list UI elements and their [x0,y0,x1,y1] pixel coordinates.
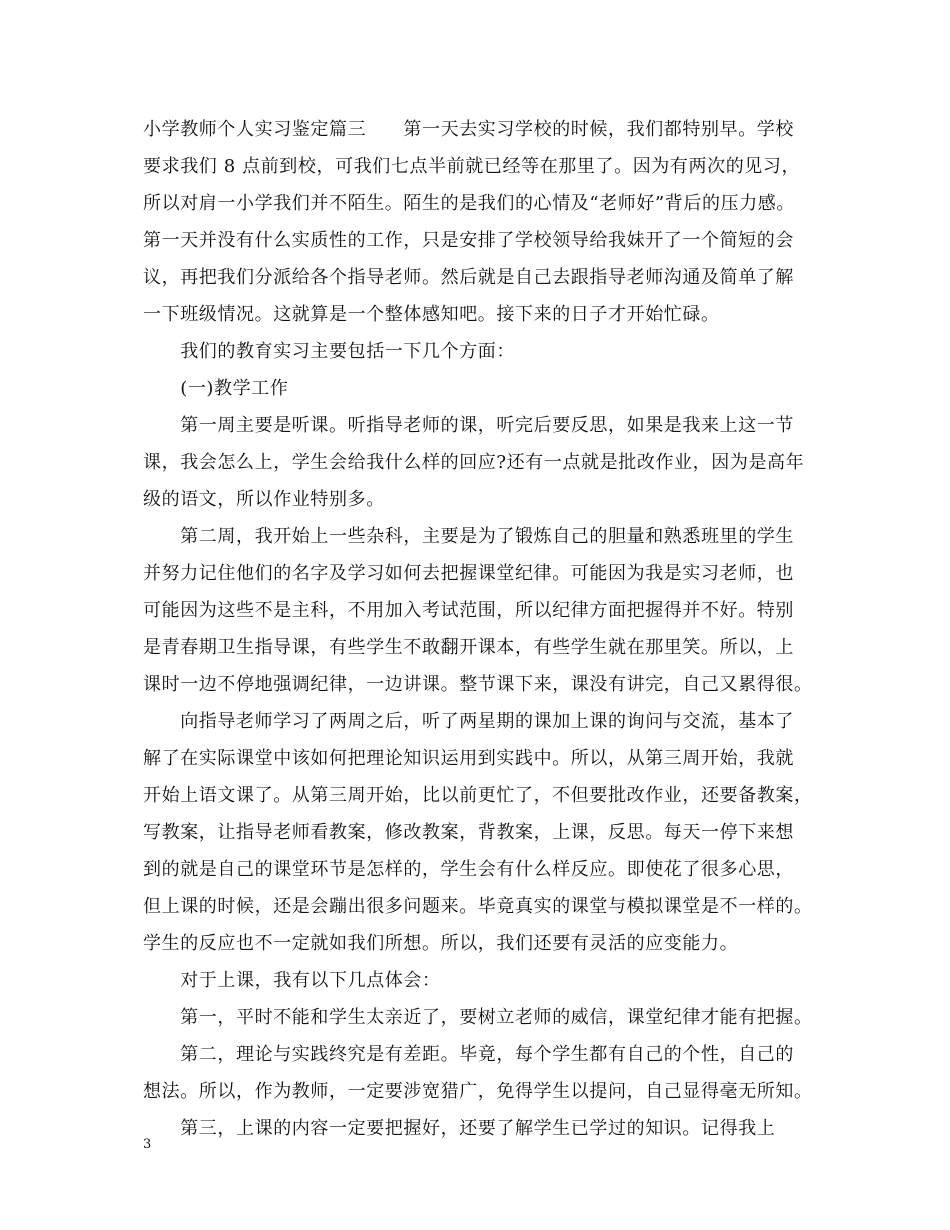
text-line: 第一周主要是听课。听指导老师的课，听完后要反思，如果是我来上这一节 [143,415,794,436]
text-line: 议，再把我们分派给各个指导老师。然后就是自己去跟指导老师沟通及简单了解 [143,267,794,288]
text-line: 到的就是自己的课堂环节是怎样的，学生会有什么样反应。即使花了很多心思， [143,859,794,880]
text-line: 一下班级情况。这就算是一个整体感知吧。接下来的日子才开始忙碌。 [143,304,720,325]
text-line: 要求我们 8 点前到校，可我们七点半前就已经等在那里了。因为有两次的见习， [143,156,801,177]
text-line: 解了在实际课堂中该如何把理论知识运用到实践中。所以，从第三周开始，我就 [143,748,794,769]
text-line: 课，我会怎么上，学生会给我什么样的回应?还有一点就是批改作业，因为是高年 [143,452,805,473]
text-line: 第三，上课的内容一定要把握好，还要了解学生已学过的知识。记得我上 [143,1118,776,1139]
text-line: 开始上语文课了。从第三周开始，比以前更忙了，不但要批改作业，还要备教案， [143,785,813,806]
text-line: 向指导老师学习了两周之后，听了两星期的课加上课的询问与交流，基本了 [143,711,794,732]
text-line: 所以对肩一小学我们并不陌生。陌生的是我们的心情及“老师好”背后的压力感。 [143,193,796,214]
text-line: (一)教学工作 [143,378,289,399]
text-line: 第二，理论与实践终究是有差距。毕竟，每个学生都有自己的个性，自己的 [143,1044,794,1065]
text-line: 课时一边不停地强调纪律，一边讲课。整节课下来，课没有讲完，自己又累得很。 [143,674,813,695]
text-line: 可能因为这些不是主科，不用加入考试范围，所以纪律方面把握得并不好。特别 [143,600,794,621]
text-line: 学生的反应也不一定就如我们所想。所以，我们还要有灵活的应变能力。 [143,933,739,954]
text-line: 第一，平时不能和学生太亲近了，要树立老师的威信，课堂纪律才能有把握。 [143,1007,813,1028]
text-line: 小学教师个人实习鉴定篇三 第一天去实习学校的时候，我们都特别早。学校 [143,119,794,140]
text-line: 级的语文，所以作业特别多。 [143,489,385,510]
text-line: 想法。所以，作为教师，一定要涉宽猎广，免得学生以提问，自己显得毫无所知。 [143,1081,813,1102]
text-line: 是青春期卫生指导课，有些学生不敢翻开课本，有些学生就在那里笑。所以，上 [143,637,794,658]
text-line: 第一天并没有什么实质性的工作，只是安排了学校领导给我妹开了一个简短的会 [143,230,794,251]
text-line: 第二周，我开始上一些杂科，主要是为了锻炼自己的胆量和熟悉班里的学生 [143,526,794,547]
page-number: 3 [143,1137,152,1152]
text-line: 并努力记住他们的名字及学习如何去把握课堂纪律。可能因为我是实习老师，也 [143,563,794,584]
text-line: 对于上课，我有以下几点体会： [143,970,441,991]
text-line: 我们的教育实习主要包括一下几个方面： [143,341,515,362]
text-line: 但上课的时候，还是会蹦出很多问题来。毕竟真实的课堂与模拟课堂是不一样的。 [143,896,813,917]
text-line: 写教案，让指导老师看教案，修改教案，背教案，上课，反思。每天一停下来想 [143,822,794,843]
